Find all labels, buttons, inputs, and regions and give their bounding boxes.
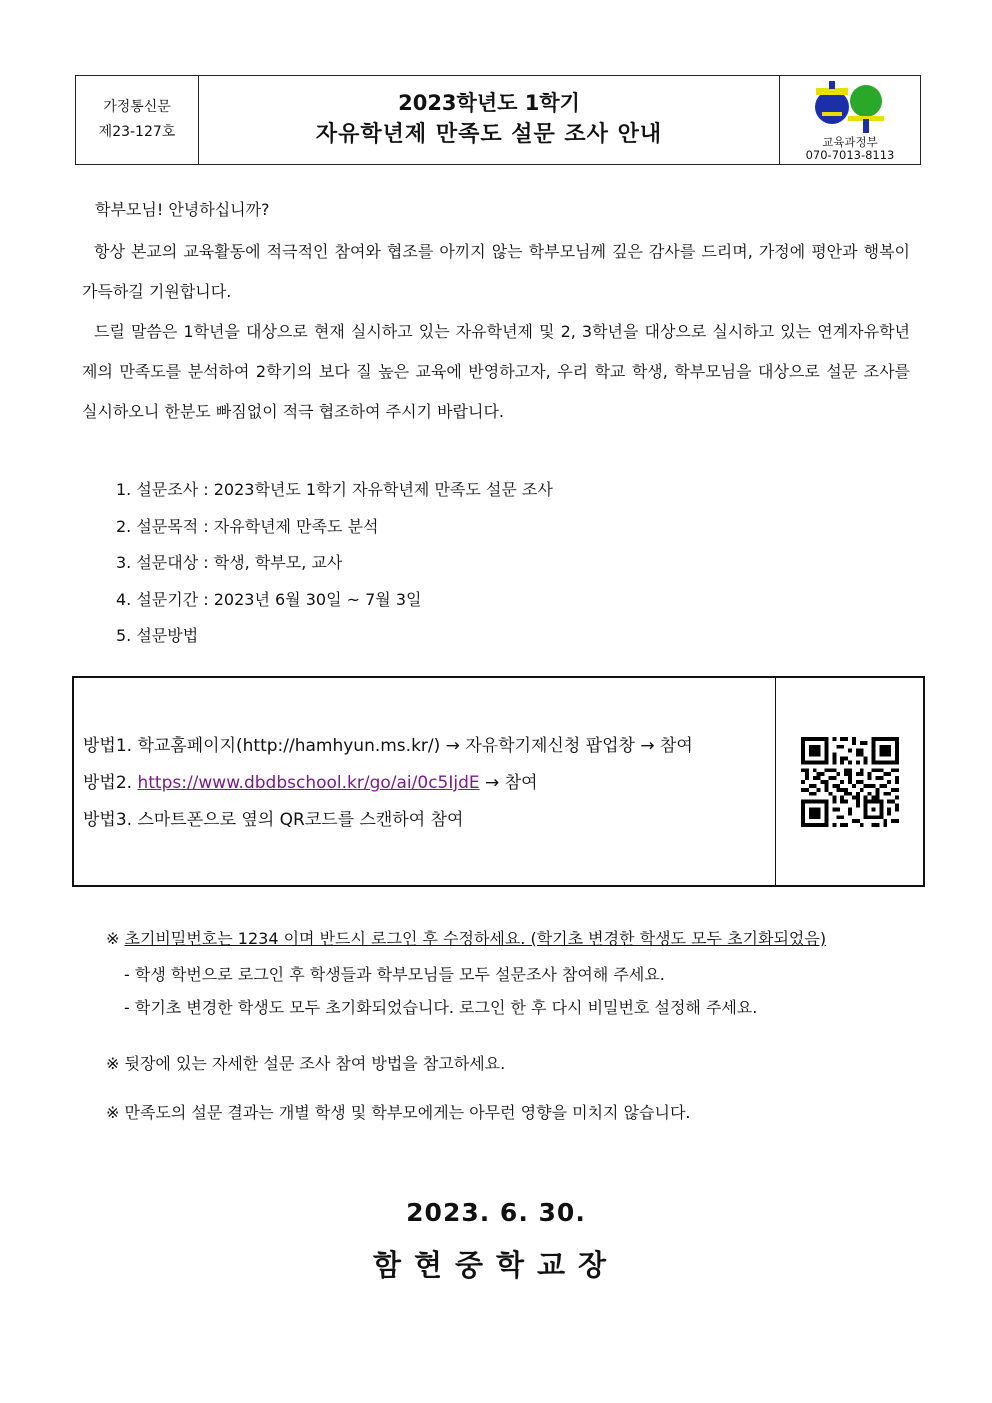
note-mark: ※ — [106, 929, 125, 948]
method-1: 방법1. 학교홈페이지(http://hamhyun.ms.kr/) → 자유학기제신청 팝업창 → 참여 — [83, 736, 693, 756]
note-back-page: ※ 뒷장에 있는 자세한 설문 조사 참여 방법을 참고하세요. — [106, 1054, 506, 1073]
list-item: 5. 설문방법 — [116, 626, 199, 645]
dept-name: 교육과정부 — [822, 135, 878, 149]
doc-title — [199, 76, 779, 164]
note-results: ※ 만족도의 설문 결과는 개별 학생 및 학부모에게는 아무런 영향을 미치지 않습니다. — [106, 1103, 691, 1122]
doc-type: 가정통신문 — [103, 99, 171, 115]
title-line-2: 자유학년제 만족도 설문 조사 안내 — [315, 122, 663, 147]
method-list — [74, 678, 775, 885]
header-box — [75, 75, 921, 165]
qr-cell — [775, 678, 923, 885]
dept-info — [779, 76, 920, 164]
paragraph-2 — [82, 312, 910, 432]
paragraph-1 — [82, 232, 910, 312]
note-password-text: 초기비밀번호는 1234 이며 반드시 로그인 후 수정하세요. (학기초 변경한 학생도 모두 초기화되었음) — [124, 929, 827, 948]
note-sub-2: - 학기초 변경한 학생도 모두 초기화되었습니다. 로그인 한 후 다시 비밀번호 설정해 주세요. — [124, 998, 758, 1017]
method-3: 방법3. 스마트폰으로 옆의 QR코드를 스캔하여 참여 — [83, 810, 464, 830]
issue-date: 2023. 6. 30. — [406, 1198, 586, 1227]
survey-link[interactable]: https://www.dbdbschool.kr/go/ai/0c5IjdE — [137, 773, 480, 793]
qr-code-icon[interactable] — [801, 737, 899, 827]
signer: 함현중학교장 — [372, 1248, 620, 1282]
list-item: 1. 설문조사 : 2023학년도 1학기 자유학년제 만족도 설문 조사 — [116, 480, 553, 499]
method-2-suffix: → 참여 — [479, 773, 538, 793]
list-item: 3. 설문대상 : 학생, 학부모, 교사 — [116, 553, 343, 572]
method-2 — [83, 765, 775, 802]
doc-number: 제23-127호 — [98, 124, 176, 140]
survey-info-list — [116, 472, 553, 655]
title-line-1: 2023학년도 1학기 — [398, 91, 580, 115]
greeting: 학부모님! 안녕하십니까? — [95, 200, 270, 219]
method-2-prefix: 방법2. — [83, 773, 138, 793]
note-password — [106, 926, 826, 949]
list-item: 4. 설문기간 : 2023년 6월 30일 ~ 7월 3일 — [116, 589, 422, 609]
paragraph-2-text: 드릴 말씀은 1학년을 대상으로 현재 실시하고 있는 자유학년제 및 2, 3학년을 대상으로 실시하고 있는 연계자유학년제의 만족도를 분석하여 2학기의 보다 질 높은 교육에 반영하고자, 우리 학교 학생, 학부모님을 대상으로 설문 조사를 실시하오니 한분도 빠짐없이 적극 협조하여 주시기 바랍니다. — [82, 322, 910, 421]
paragraph-1-text: 항상 본교의 교육활동에 적극적인 참여와 협조를 아끼지 않는 학부모님께 깊은 감사를 드리며, 가정에 평안과 행복이 가득하길 기원합니다. — [82, 242, 910, 301]
doc-info — [76, 76, 199, 164]
school-logo-icon — [812, 79, 888, 135]
list-item: 2. 설문목적 : 자유학년제 만족도 분석 — [116, 516, 379, 536]
note-sub-1: - 학생 학번으로 로그인 후 학생들과 학부모님들 모두 설문조사 참여해 주세요. — [124, 965, 665, 984]
method-box — [72, 676, 925, 887]
dept-phone: 070-7013-8113 — [805, 148, 895, 162]
